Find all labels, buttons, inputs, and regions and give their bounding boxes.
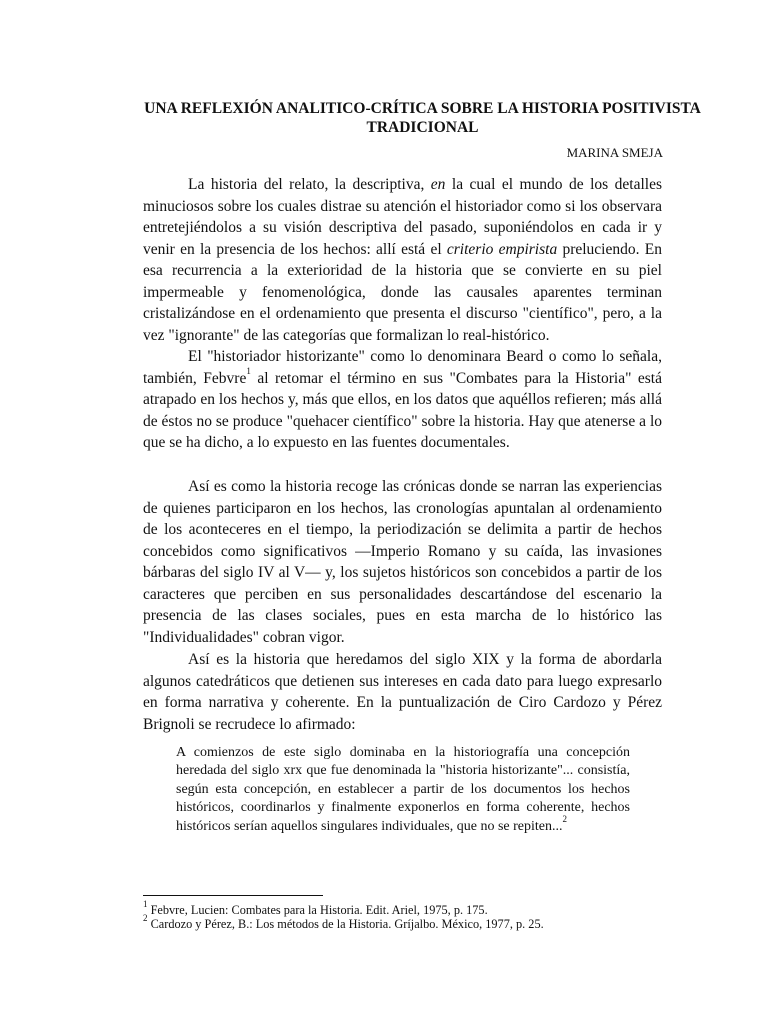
body-paragraph-2 xyxy=(143,346,662,454)
footnote-reference: 2 xyxy=(562,813,567,824)
body-paragraph-3: Así es como la historia recoge las crónicas donde se narran las experiencias de quienes participaron en los hechos, las cronologías apuntalan al ordenamiento de los aconteceres en el tiempo, la periodización se delimita a partir de hechos concebidos como significativos —Imperio Romano y su caída, las invasiones bárbaras del siglo IV al V— y, los sujetos históricos son concebidos a partir de los caracteres que perciben en sus personalidades descartándose del escenario la presencia de las clases sociales, pues en esta marcha de lo histórico las "Individualidades" cobran vigor. xyxy=(143,478,662,646)
document-title: UNA REFLEXIÓN ANALITICO-CRÍTICA SOBRE LA HISTORIA POSITIVISTA TRADICIONAL xyxy=(144,100,701,136)
footnote-reference: 1 xyxy=(246,366,251,377)
footnote-separator xyxy=(143,895,323,896)
paragraph-text: la cual el mundo de los detalles minuciosos sobre los cuales distrae su atención el historiador como si los observara entretejiéndolos a su visión descriptiva del pasado, suponiéndolos en cada ir y venir en la presencia de los hechos: allí está el xyxy=(143,176,662,258)
block-quote xyxy=(176,744,630,836)
quote-text: A comienzos de este siglo dominaba en la historiografía una concepción heredada del siglo xrx que fue denominada la "historia historizante"... consistía, según esta concepción, en establecer a partir de los documentos los hechos históricos, coordinarlos y finalmente exponerlos en forma coherente, hechos históricos serían aquellos singulares individuales, que no se repiten... xyxy=(176,745,630,834)
footnote-text: Cardozo y Pérez, B.: Los métodos de la Historia. Gríjalbo. México, 1977, p. 25. xyxy=(150,917,544,931)
italic-text: criterio empirista xyxy=(446,240,558,258)
italic-text: en xyxy=(430,176,446,193)
footnote-1 xyxy=(143,898,573,917)
paragraph-text: al retomar el término en sus "Combates para la Historia" está atrapado en los hechos y, más que ellos, en los datos que aquéllos refieren; más allá de éstos no se produce "quehacer científico" sobre la historia. Hay que atenerse a lo que se ha dicho, a lo expuesto en las fuentes documentales. xyxy=(143,369,662,451)
footnote-number: 1 xyxy=(143,898,148,909)
paragraph-text: preluciendo. En esa recurrencia a la exterioridad de la historia que se convierte en su piel impermeable y fenomenológica, donde las causales aparentes terminan cristalizándose en el ordenamiento que presenta el discurso "científico", pero, a la vez "ignorante" de las categorías que formalizan lo real-histórico. xyxy=(143,240,662,344)
paragraph-text: La historia del relato, la descriptiva, xyxy=(188,176,431,193)
body-paragraph-4: Así es la historia que heredamos del siglo XIX y la forma de abordarla algunos catedráticos que detienen sus intereses en cada dato para luego expresarlo en forma narrativa y coherente. En la puntualización de Ciro Cardozo y Pérez Brignoli se recrudece lo afirmado: xyxy=(143,651,662,733)
footnote-2 xyxy=(143,912,573,931)
paragraph-text: El "historiador historizante" como lo denominara Beard o como lo señala, también, Febvre xyxy=(143,348,662,387)
author-name: MARINA SMEJA xyxy=(566,145,663,160)
footnote-text: Febvre, Lucien: Combates para la Historia. Edit. Ariel, 1975, p. 175. xyxy=(150,903,488,917)
body-paragraph-1 xyxy=(143,174,662,346)
footnote-number: 2 xyxy=(143,912,148,923)
